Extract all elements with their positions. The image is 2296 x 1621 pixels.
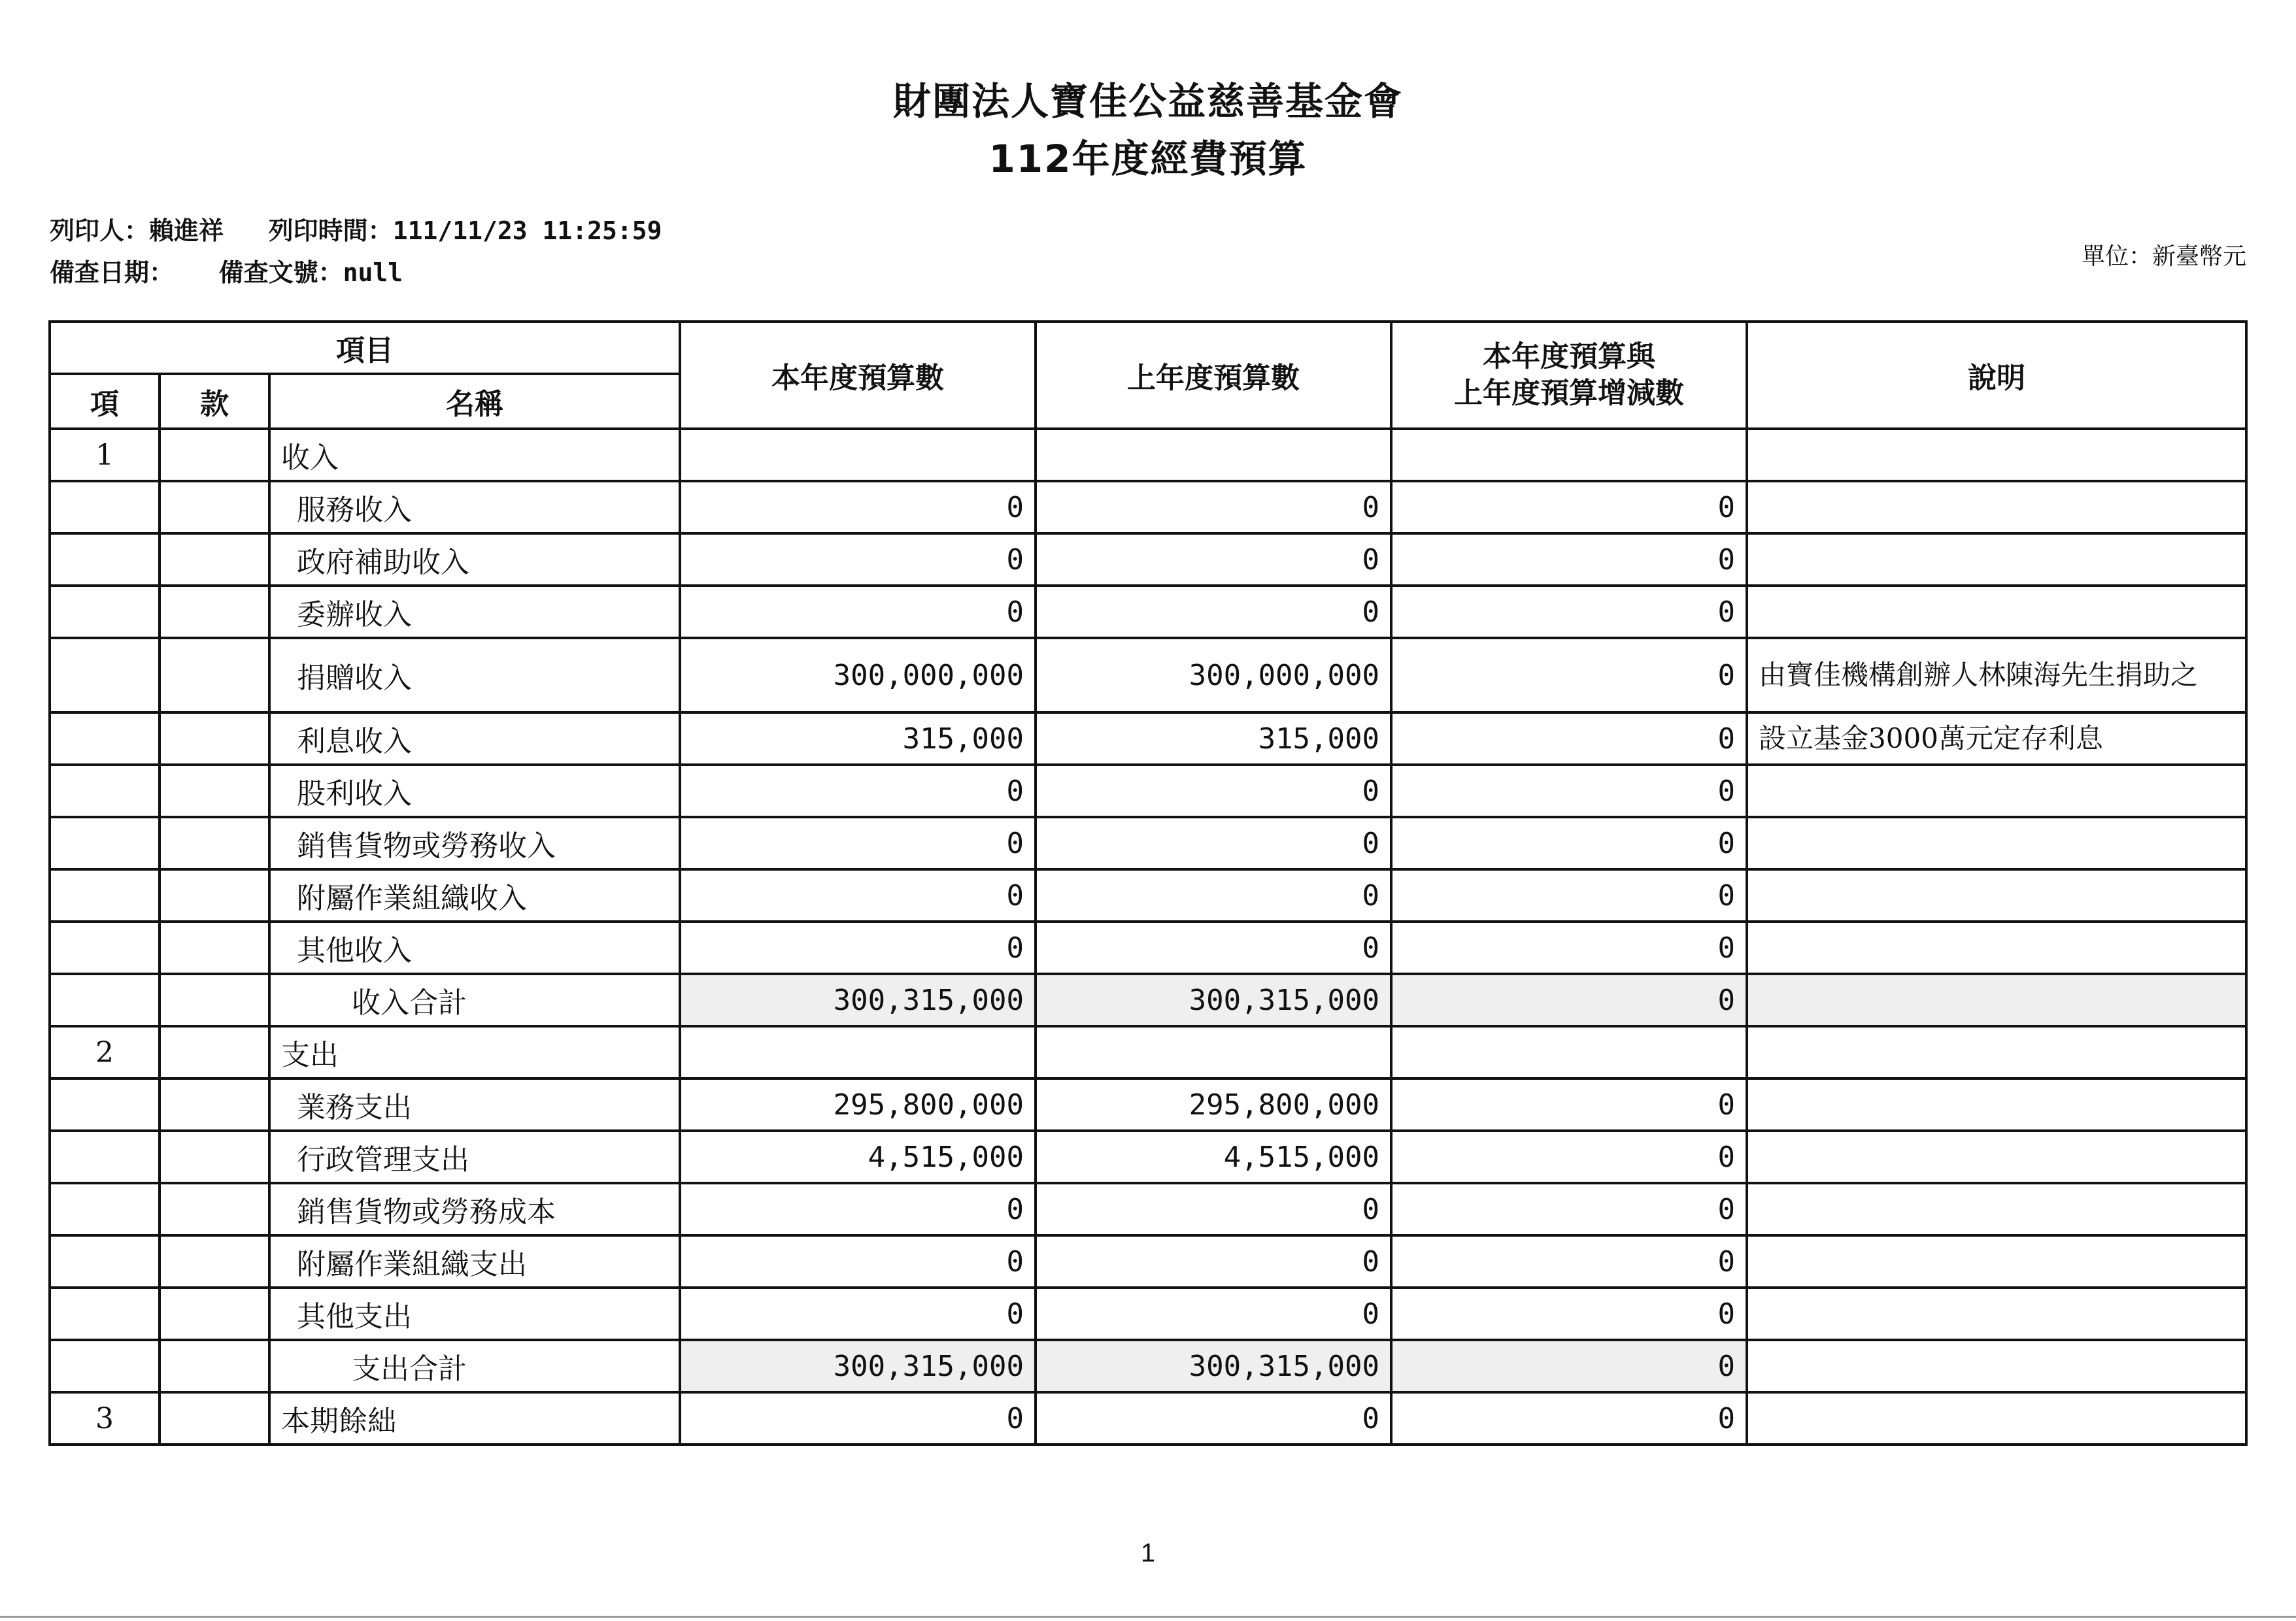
cell-name: 其他支出	[269, 1288, 680, 1340]
cell-xiang	[50, 765, 160, 817]
cell-current	[680, 1026, 1036, 1078]
cell-current: 0	[680, 869, 1036, 922]
cell-previous: 300,000,000	[1036, 638, 1391, 712]
cell-note	[1747, 1392, 2246, 1445]
cell-diff: 0	[1391, 1078, 1747, 1131]
cell-previous: 0	[1036, 1288, 1391, 1340]
cell-note	[1747, 1078, 2246, 1131]
cell-previous: 0	[1036, 586, 1391, 638]
cell-kuan	[160, 1078, 269, 1131]
cell-previous: 0	[1036, 1392, 1391, 1445]
cell-kuan	[160, 1288, 269, 1340]
cell-name: 業務支出	[269, 1078, 680, 1131]
cell-diff: 0	[1391, 481, 1747, 533]
print-time-label: 列印時間：	[268, 216, 393, 245]
page-number: 1	[1140, 1539, 1156, 1567]
header-item-group: 項目	[50, 322, 680, 374]
header-current-budget: 本年度預算數	[680, 322, 1036, 429]
cell-previous: 0	[1036, 1235, 1391, 1288]
table-row	[50, 1392, 2246, 1445]
cell-name: 附屬作業組織支出	[269, 1235, 680, 1288]
cell-previous: 300,315,000	[1036, 1340, 1391, 1392]
cell-diff: 0	[1391, 712, 1747, 765]
cell-kuan	[160, 638, 269, 712]
cell-diff	[1391, 429, 1747, 481]
cell-diff: 0	[1391, 922, 1747, 974]
cell-name: 附屬作業組織收入	[269, 869, 680, 922]
cell-current: 0	[680, 922, 1036, 974]
table-row	[50, 533, 2246, 586]
cell-note	[1747, 586, 2246, 638]
header-name: 名稱	[269, 374, 680, 429]
cell-xiang	[50, 533, 160, 586]
cell-previous: 0	[1036, 481, 1391, 533]
table-row	[50, 1288, 2246, 1340]
scan-edge-line	[0, 1616, 2296, 1618]
cell-xiang: 1	[50, 429, 160, 481]
table-row	[50, 638, 2246, 712]
cell-name: 支出合計	[269, 1340, 680, 1392]
cell-kuan	[160, 481, 269, 533]
header-diff-line1: 本年度預算與	[1483, 340, 1656, 373]
table-row	[50, 765, 2246, 817]
table-row	[50, 974, 2246, 1026]
cell-xiang	[50, 1078, 160, 1131]
cell-diff: 0	[1391, 1288, 1747, 1340]
cell-note: 由寶佳機構創辦人林陳海先生捐助之	[1747, 638, 2246, 712]
cell-xiang	[50, 974, 160, 1026]
cell-previous: 0	[1036, 922, 1391, 974]
cell-current: 300,315,000	[680, 1340, 1036, 1392]
cell-kuan	[160, 817, 269, 869]
cell-kuan	[160, 429, 269, 481]
table-row	[50, 429, 2246, 481]
cell-note	[1747, 922, 2246, 974]
cell-xiang	[50, 1340, 160, 1392]
cell-xiang	[50, 1235, 160, 1288]
table-row	[50, 712, 2246, 765]
cell-kuan	[160, 1183, 269, 1235]
cell-previous: 0	[1036, 817, 1391, 869]
cell-kuan	[160, 922, 269, 974]
cell-current: 0	[680, 481, 1036, 533]
cell-current: 0	[680, 817, 1036, 869]
header-budget-difference	[1391, 322, 1747, 429]
cell-previous: 0	[1036, 765, 1391, 817]
header-diff-line2: 上年度預算增減數	[1454, 376, 1685, 410]
cell-xiang	[50, 481, 160, 533]
header-previous-budget: 上年度預算數	[1036, 322, 1391, 429]
cell-kuan	[160, 1392, 269, 1445]
cell-name: 服務收入	[269, 481, 680, 533]
cell-name: 委辦收入	[269, 586, 680, 638]
cell-name: 利息收入	[269, 712, 680, 765]
cell-kuan	[160, 1340, 269, 1392]
cell-previous: 295,800,000	[1036, 1078, 1391, 1131]
check-doc-number: null	[343, 258, 403, 287]
check-info-line	[50, 252, 403, 288]
cell-current: 0	[680, 1183, 1036, 1235]
cell-xiang	[50, 1131, 160, 1183]
cell-current: 0	[680, 765, 1036, 817]
cell-current: 300,315,000	[680, 974, 1036, 1026]
cell-name: 銷售貨物或勞務成本	[269, 1183, 680, 1235]
cell-name: 收入	[269, 429, 680, 481]
cell-name: 捐贈收入	[269, 638, 680, 712]
printer-name: 賴進祥	[149, 216, 224, 245]
table-row	[50, 869, 2246, 922]
cell-previous	[1036, 1026, 1391, 1078]
table-row	[50, 1026, 2246, 1078]
cell-xiang	[50, 1288, 160, 1340]
header-xiang: 項	[50, 374, 160, 429]
check-doc-label: 備查文號：	[218, 258, 343, 287]
cell-diff	[1391, 1026, 1747, 1078]
cell-previous: 0	[1036, 1183, 1391, 1235]
cell-current: 0	[680, 1235, 1036, 1288]
cell-kuan	[160, 974, 269, 1026]
cell-name: 股利收入	[269, 765, 680, 817]
cell-previous: 0	[1036, 533, 1391, 586]
cell-kuan	[160, 1026, 269, 1078]
document-title: 112年度經費預算	[988, 137, 1308, 181]
cell-diff: 0	[1391, 638, 1747, 712]
cell-diff: 0	[1391, 533, 1747, 586]
cell-previous: 300,315,000	[1036, 974, 1391, 1026]
cell-current: 0	[680, 533, 1036, 586]
cell-xiang	[50, 922, 160, 974]
cell-note	[1747, 765, 2246, 817]
table-row	[50, 1131, 2246, 1183]
check-date-label: 備查日期：	[50, 258, 175, 287]
cell-current	[680, 429, 1036, 481]
cell-note	[1747, 481, 2246, 533]
cell-xiang	[50, 638, 160, 712]
cell-diff: 0	[1391, 1235, 1747, 1288]
cell-kuan	[160, 765, 269, 817]
print-info-line	[50, 210, 662, 246]
cell-previous: 4,515,000	[1036, 1131, 1391, 1183]
cell-diff: 0	[1391, 1131, 1747, 1183]
budget-table	[48, 320, 2248, 1446]
printer-label: 列印人：	[50, 216, 150, 245]
cell-note	[1747, 974, 2246, 1026]
cell-note	[1747, 1340, 2246, 1392]
cell-note	[1747, 1235, 2246, 1288]
table-row	[50, 481, 2246, 533]
cell-kuan	[160, 533, 269, 586]
cell-current: 0	[680, 586, 1036, 638]
header-note: 說明	[1747, 322, 2246, 429]
table-row	[50, 1235, 2246, 1288]
cell-diff: 0	[1391, 817, 1747, 869]
cell-xiang	[50, 712, 160, 765]
cell-current: 295,800,000	[680, 1078, 1036, 1131]
cell-note	[1747, 817, 2246, 869]
cell-diff: 0	[1391, 586, 1747, 638]
cell-previous: 0	[1036, 869, 1391, 922]
table-row	[50, 1078, 2246, 1131]
cell-name: 支出	[269, 1026, 680, 1078]
cell-kuan	[160, 1131, 269, 1183]
cell-note	[1747, 1131, 2246, 1183]
cell-note	[1747, 1288, 2246, 1340]
cell-kuan	[160, 1235, 269, 1288]
table-row	[50, 1340, 2246, 1392]
cell-kuan	[160, 869, 269, 922]
cell-name: 本期餘絀	[269, 1392, 680, 1445]
cell-current: 315,000	[680, 712, 1036, 765]
table-row	[50, 1183, 2246, 1235]
cell-previous	[1036, 429, 1391, 481]
cell-previous: 315,000	[1036, 712, 1391, 765]
cell-current: 0	[680, 1392, 1036, 1445]
cell-note	[1747, 429, 2246, 481]
cell-note	[1747, 1026, 2246, 1078]
cell-xiang: 2	[50, 1026, 160, 1078]
cell-kuan	[160, 586, 269, 638]
cell-xiang	[50, 1183, 160, 1235]
organization-title: 財團法人寶佳公益慈善基金會	[892, 79, 1403, 124]
cell-note: 設立基金3000萬元定存利息	[1747, 712, 2246, 765]
cell-note	[1747, 869, 2246, 922]
cell-xiang	[50, 586, 160, 638]
cell-diff: 0	[1391, 974, 1747, 1026]
cell-current: 300,000,000	[680, 638, 1036, 712]
cell-note	[1747, 1183, 2246, 1235]
currency-unit: 單位：新臺幣元	[2081, 243, 2246, 270]
cell-current: 4,515,000	[680, 1131, 1036, 1183]
table-row	[50, 586, 2246, 638]
header-kuan: 款	[160, 374, 269, 429]
cell-diff: 0	[1391, 1392, 1747, 1445]
cell-name: 其他收入	[269, 922, 680, 974]
cell-diff: 0	[1391, 765, 1747, 817]
cell-diff: 0	[1391, 869, 1747, 922]
cell-kuan	[160, 712, 269, 765]
table-row	[50, 922, 2246, 974]
cell-xiang	[50, 869, 160, 922]
cell-name: 行政管理支出	[269, 1131, 680, 1183]
cell-current: 0	[680, 1288, 1036, 1340]
cell-name: 政府補助收入	[269, 533, 680, 586]
print-time: 111/11/23 11:25:59	[392, 216, 662, 245]
cell-xiang: 3	[50, 1392, 160, 1445]
table-row	[50, 817, 2246, 869]
cell-diff: 0	[1391, 1340, 1747, 1392]
cell-name: 收入合計	[269, 974, 680, 1026]
cell-xiang	[50, 817, 160, 869]
cell-name: 銷售貨物或勞務收入	[269, 817, 680, 869]
cell-diff: 0	[1391, 1183, 1747, 1235]
cell-note	[1747, 533, 2246, 586]
